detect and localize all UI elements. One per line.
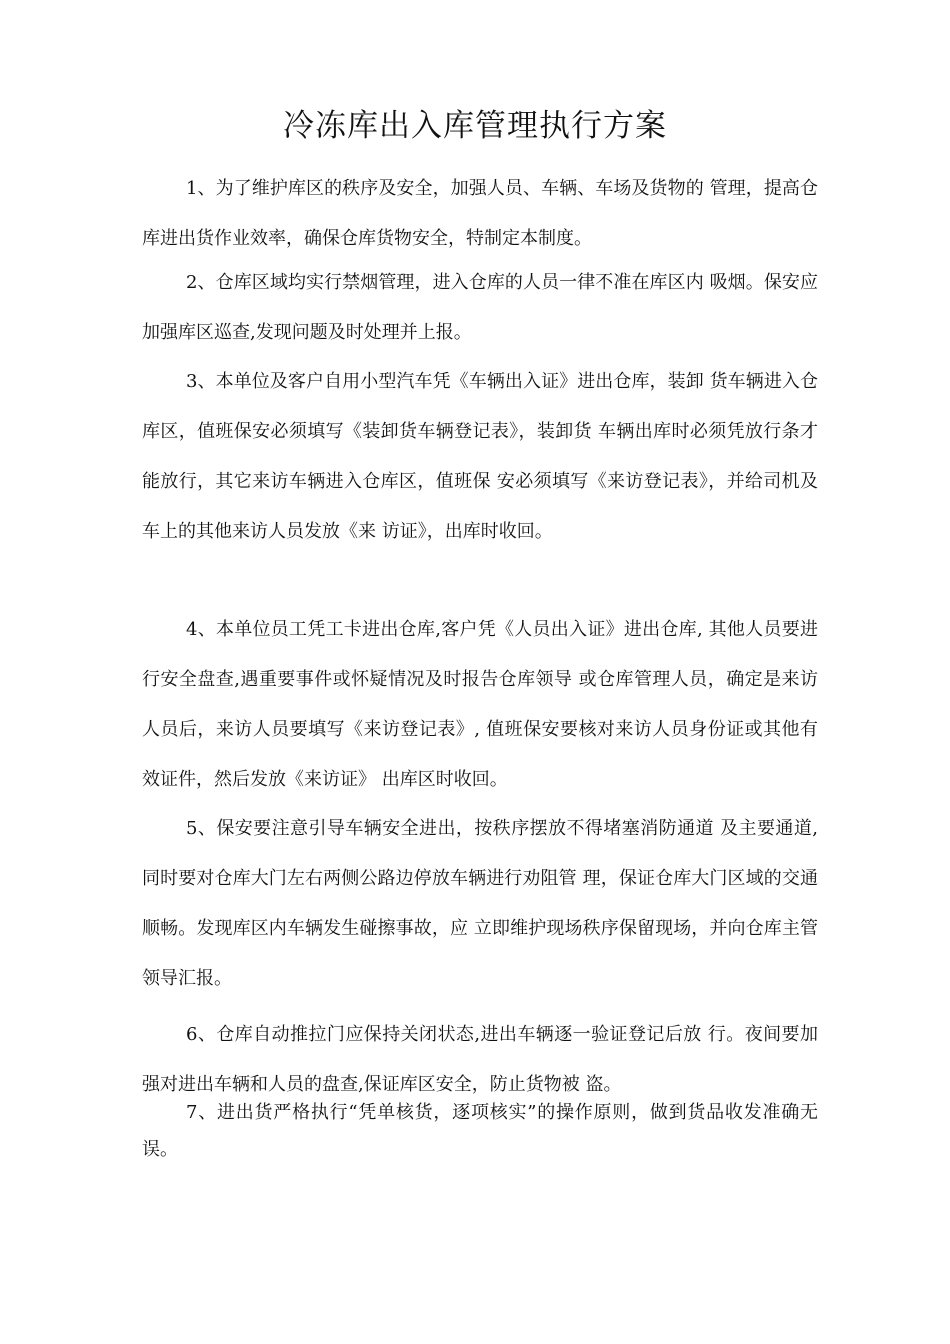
paragraph-3: 3、本单位及客户自用小型汽车凭《车辆出入证》进出仓库，装卸 货车辆进入仓库区，值班保安必须填写《装卸货车辆登记表》，装卸货 车辆出库时必须凭放行条才能放行，其它来访车辆进入仓库区，值班保 安必须填写《来访登记表》，并给司机及车上的其他来访人员发放《来 访证》，出库时收回。 xyxy=(142,371,818,542)
paragraph-6: 6、仓库自动推拉门应保持关闭状态,进出车辆逐一验证登记后放 行。夜间要加强对进出车辆和人员的盘查,保证库区安全，防止货物被 盗。 xyxy=(142,1024,818,1095)
paragraph-2: 2、仓库区域均实行禁烟管理，进入仓库的人员一律不准在库区内 吸烟。保安应加强库区巡查,发现问题及时处理并上报。 xyxy=(142,272,818,343)
paragraph-5: 5、保安要注意引导车辆安全进出，按秩序摆放不得堵塞消防通道 及主要通道,同时要对仓库大门左右两侧公路边停放车辆进行劝阻管 理，保证仓库大门区域的交通顺畅。发现库区内车辆发生碰擦事故，应 立即维护现场秩序保留现场，并向仓库主管领导汇报。 xyxy=(142,818,818,989)
paragraph-1: 1、为了维护库区的秩序及安全，加强人员、车辆、车场及货物的 管理，提高仓库进出货作业效率，确保仓库货物安全，特制定本制度。 xyxy=(142,178,818,249)
page-title: 冷冻库出入库管理执行方案 xyxy=(283,108,667,144)
paragraph-4: 4、本单位员工凭工卡进出仓库,客户凭《人员出入证》进出仓库, 其他人员要进行安全盘查,遇重要事件或怀疑情况及时报告仓库领导 或仓库管理人员，确定是来访人员后，来访人员要填写《来访登记表》, 值班保安要核对来访人员身份证或其他有效证件，然后发放《来访证》 出库区时收回。 xyxy=(142,619,818,790)
paragraph-7: 7、进出货严格执行“凭单核货，逐项核实”的操作原则，做到货品收发准确无误。 xyxy=(142,1102,818,1160)
